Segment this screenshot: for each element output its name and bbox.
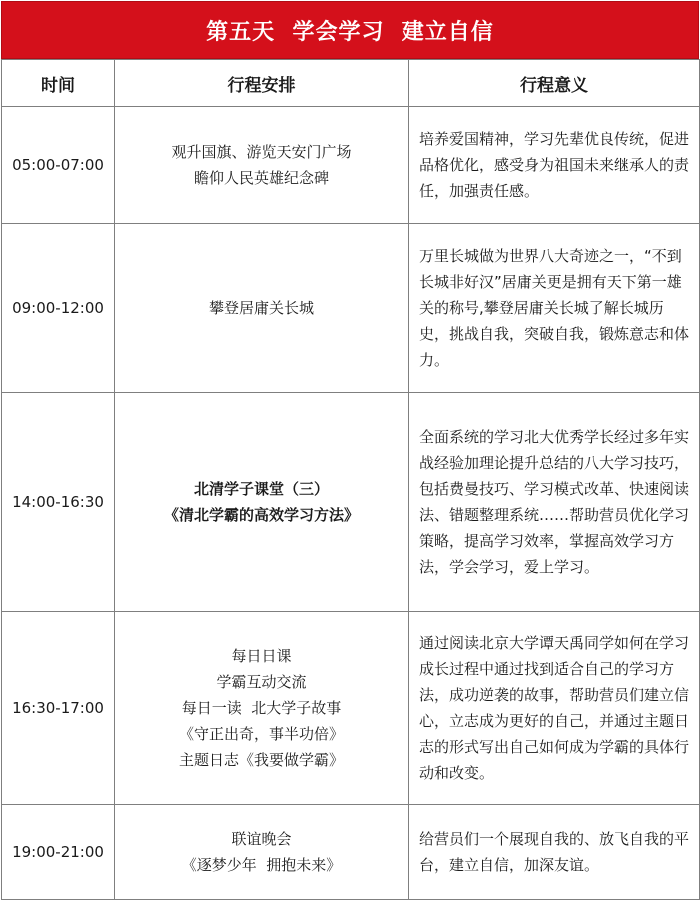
table-row — [2, 393, 700, 612]
table-header-row — [2, 60, 700, 107]
plan-line: 瞻仰人民英雄纪念碑 — [193, 169, 329, 187]
table-row — [2, 107, 700, 224]
plan-line: 主题日志《我要做学霸》 — [178, 751, 344, 769]
row-plan — [115, 107, 409, 224]
plan-line: 攀登居庸关长城 — [208, 299, 314, 317]
plan-line: 《清北学霸的高效学习方法》 — [163, 506, 359, 524]
row-meaning: 全面系统的学习北大优秀学长经过多年实战经验加理论提升总结的八大学习技巧，包括费曼技巧、学习模式改革、快速阅读法、错题整理系统……帮助营员优化学习策略，提高学习效率，掌握高效学习方法，学会学习，爱上学习。 — [409, 393, 700, 612]
row-meaning: 培养爱国精神，学习先辈优良传统，促进品格优化，感受身为祖国未来继承人的责任，加强责任感。 — [409, 107, 700, 224]
row-plan — [115, 393, 409, 612]
row-time: 05:00-07:00 — [2, 107, 115, 224]
row-time: 09:00-12:00 — [2, 224, 115, 393]
plan-line: 联谊晚会 — [231, 830, 292, 848]
plan-line: 每日一读 北大学子故事 — [181, 699, 342, 717]
day-title-banner — [1, 1, 699, 59]
row-meaning: 万里长城做为世界八大奇迹之一，“不到长城非好汉”居庸关更是拥有天下第一雄关的称号,攀登居庸关长城了解长城历史，挑战自我，突破自我，锻炼意志和体力。 — [409, 224, 700, 393]
row-time: 19:00-21:00 — [2, 805, 115, 900]
row-time: 14:00-16:30 — [2, 393, 115, 612]
row-time: 16:30-17:00 — [2, 612, 115, 805]
itinerary-table — [1, 59, 700, 900]
itinerary-sheet — [1, 1, 699, 874]
row-plan — [115, 612, 409, 805]
header-plan: 行程安排 — [115, 60, 409, 107]
plan-line: 《逐梦少年 拥抱未来》 — [181, 856, 342, 874]
row-meaning: 通过阅读北京大学谭天禹同学如何在学习成长过程中通过找到适合自己的学习方法，成功逆袭的故事，帮助营员们建立信心，立志成为更好的自己，并通过主题日志的形式写出自己如何成为学霸的具体行动和改变。 — [409, 612, 700, 805]
plan-line: 每日日课 — [231, 647, 292, 665]
plan-line: 《守正出奇，事半功倍》 — [178, 725, 344, 743]
plan-line: 学霸互动交流 — [216, 673, 307, 691]
day-title: 第五天 学会学习 建立自信 — [206, 19, 494, 45]
table-row — [2, 612, 700, 805]
header-time: 时间 — [2, 60, 115, 107]
header-meaning: 行程意义 — [409, 60, 700, 107]
table-row — [2, 224, 700, 393]
row-plan — [115, 224, 409, 393]
plan-line: 北清学子课堂（三） — [193, 480, 329, 498]
plan-line: 观升国旗、游览天安门广场 — [171, 143, 352, 161]
row-meaning: 给营员们一个展现自我的、放飞自我的平台，建立自信，加深友谊。 — [409, 805, 700, 900]
